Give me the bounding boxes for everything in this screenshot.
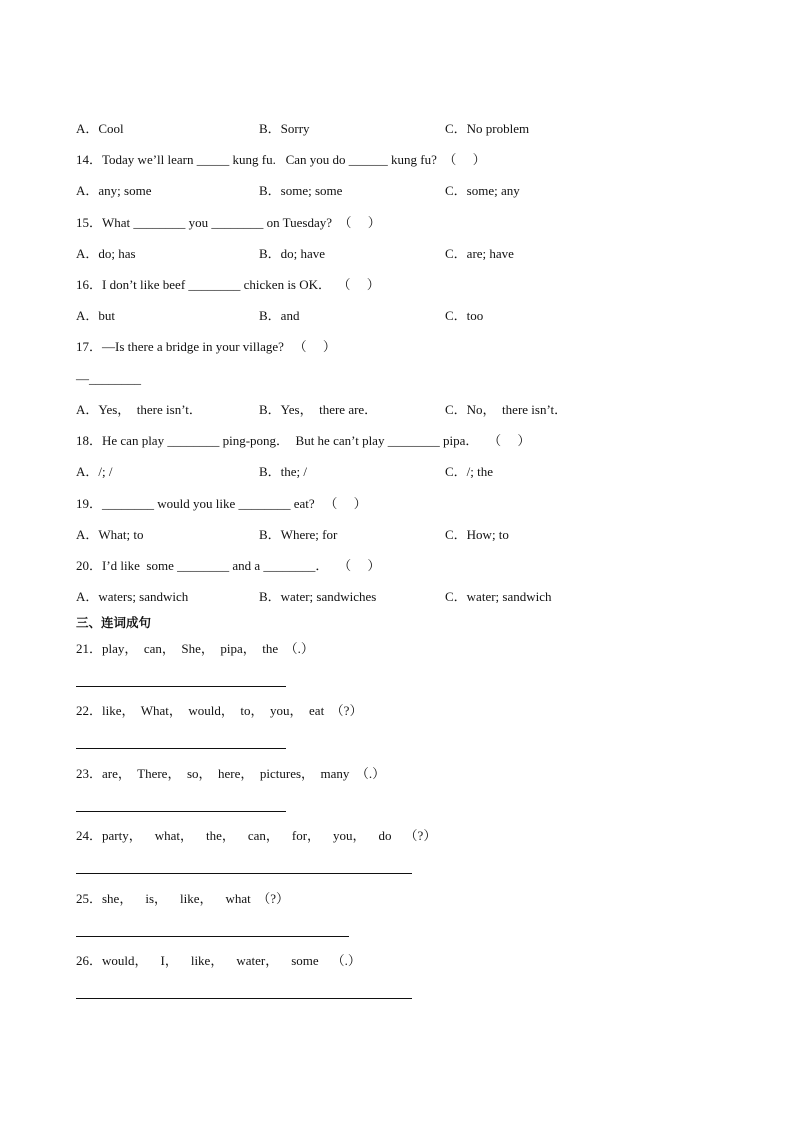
q19-option-c: C．How; to (445, 527, 509, 542)
q23-answer-rule (76, 811, 286, 812)
q17-option-b: B．Yes， there are． (259, 402, 378, 417)
q15-option-a: A．do; has (76, 246, 136, 261)
q16-option-c: C．too (445, 308, 484, 323)
q14-option-b: B．some; some (259, 183, 343, 198)
q15-option-b: B．do; have (259, 246, 326, 261)
q22-stem: 22．like， What， would， to， you， eat （?） (76, 703, 363, 718)
q13-option-b: B．Sorry (259, 121, 310, 136)
q16-option-a: A．but (76, 308, 116, 323)
q13-option-a: A．Cool (76, 121, 124, 136)
q17-answer-line: —________ (76, 371, 141, 386)
q20-option-b: B．water; sandwiches (259, 589, 377, 604)
q15-option-c: C．are; have (445, 246, 514, 261)
q21-answer-rule (76, 686, 286, 687)
section-heading: 三、连词成句 (76, 615, 152, 630)
q22-answer-rule (76, 748, 286, 749)
q25-answer-rule (76, 936, 349, 937)
q20-stem: 20．I’d like some ________ and a ________． （ ） (76, 558, 381, 573)
q14-stem: 14．Today we’ll learn _____ kung fu. Can you do ______ kung fu? （ ） (76, 152, 486, 167)
q24-answer-rule (76, 873, 412, 874)
q26-stem: 26．would， I， like， water， some （.） (76, 953, 361, 968)
q26-answer-rule (76, 998, 412, 999)
q15-stem: 15．What ________ you ________ on Tuesday? （ ） (76, 215, 381, 230)
q19-option-b: B．Where; for (259, 527, 338, 542)
q19-option-a: A．What; to (76, 527, 144, 542)
q18-option-b: B．the; / (259, 464, 308, 479)
q14-option-a: A．any; some (76, 183, 152, 198)
q17-stem: 17．—Is there a bridge in your village? （ ） (76, 339, 336, 354)
q14-option-c: C．some; any (445, 183, 520, 198)
q16-option-b: B．and (259, 308, 300, 323)
q20-option-c: C．water; sandwich (445, 589, 552, 604)
q21-stem: 21．play， can， She， pipa， the （.） (76, 641, 314, 656)
q17-option-c: C．No， there isn’t． (445, 402, 568, 417)
q24-stem: 24．party， what， the， can， for， you， do （?） (76, 828, 437, 843)
q23-stem: 23．are， There， so， here， pictures， many （.） (76, 766, 386, 781)
q18-option-c: C．/; the (445, 464, 494, 479)
q16-stem: 16．I don’t like beef ________ chicken is OK． （ ） (76, 277, 380, 292)
q25-stem: 25．she， is， like， what （?） (76, 891, 290, 906)
q20-option-a: A．waters; sandwich (76, 589, 189, 604)
q18-stem: 18．He can play ________ ping-pong． But he can’t play ________ pipa． （ ） (76, 433, 531, 448)
q13-option-c: C．No problem (445, 121, 530, 136)
q17-option-a: A．Yes， there isn’t． (76, 402, 202, 417)
q18-option-a: A．/; / (76, 464, 113, 479)
q19-stem: 19．________ would you like ________ eat? （ ） (76, 496, 367, 511)
